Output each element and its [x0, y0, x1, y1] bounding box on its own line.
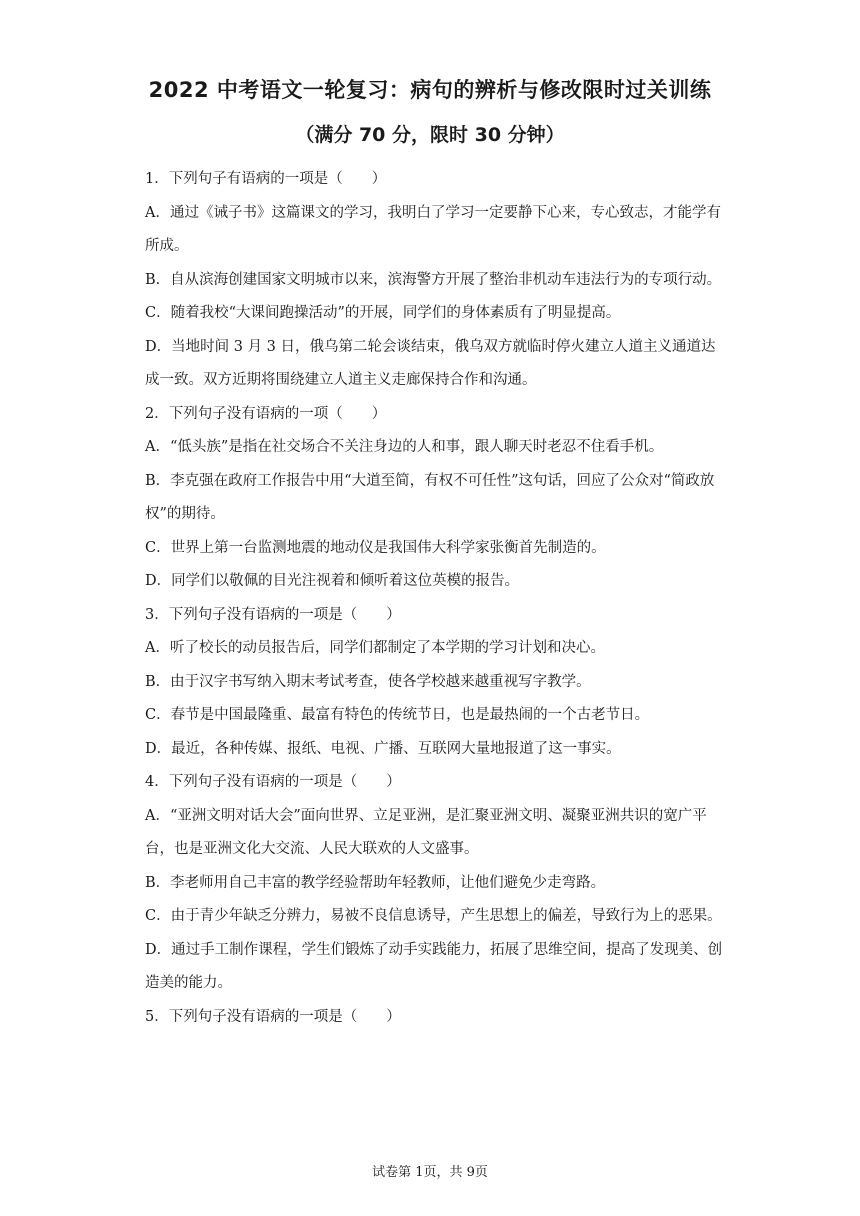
question-1-option-a: A．通过《诫子书》这篇课文的学习，我明白了学习一定要静下心来，专心致志，才能学有所成。: [145, 204, 721, 254]
question-1-option-d: D．当地时间 3 月 3 日，俄乌第二轮会谈结束，俄乌双方就临时停火建立人道主义通道达成一致。双方近期将围绕建立人道主义走廊保持合作和沟通。: [145, 338, 716, 388]
question-1-stem: 1．下列句子有语病的一项是（ ）: [145, 171, 387, 187]
question-3-option-d: D．最近，各种传媒、报纸、电视、广播、互联网大量地报道了这一事实。: [145, 740, 621, 757]
question-4-option-d: D．通过手工制作课程，学生们锻炼了动手实践能力，拓展了思维空间，提高了发现美、创造美的能力。: [145, 941, 723, 991]
question-4-stem: 4．下列句子没有语病的一项是（ ）: [145, 774, 401, 790]
question-4-option-a: A．“亚洲文明对话大会”面向世界、立足亚洲，是汇聚亚洲文明、凝聚亚洲共识的宽广平台，也是亚洲文化大交流、人民大联欢的人文盛事。: [145, 807, 707, 857]
question-3-stem: 3．下列句子没有语病的一项是（ ）: [145, 606, 401, 623]
question-4-option-c: C．由于青少年缺乏分辨力，易被不良信息诱导，产生思想上的偏差，导致行为上的恶果。: [145, 908, 722, 924]
question-1-option-c: C．随着我校“大课间跑操活动”的开展，同学们的身体素质有了明显提高。: [145, 305, 621, 321]
page-footer: 试卷第 1页，共 9页: [372, 1165, 488, 1180]
question-2-option-d: D．同学们以敬佩的目光注视着和倾听着这位英模的报告。: [145, 573, 520, 589]
question-2-option-b: B．李克强在政府工作报告中用“大道至简，有权不可任性”这句话，回应了公众对“简政放权”的期待。: [145, 472, 715, 522]
question-4-option-b: B．李老师用自己丰富的教学经验帮助年轻教师，让他们避免少走弯路。: [145, 874, 606, 891]
question-2-option-a: A．“低头族”是指在社交场合不关注身边的人和事，跟人聊天时老忍不住看手机。: [145, 439, 664, 455]
question-2-stem: 2．下列句子没有语病的一项（ ）: [145, 405, 387, 422]
question-2-option-c: C．世界上第一台监测地震的地动仪是我国伟大科学家张衡首先制造的。: [145, 539, 606, 556]
question-3-option-a: A．听了校长的动员报告后，同学们都制定了本学期的学习计划和决心。: [145, 640, 605, 656]
question-list: [145, 163, 725, 1034]
page-title: 2022 中考语文一轮复习：病句的辨析与修改限时过关训练: [148, 78, 712, 102]
question-3-option-c: C．春节是中国最隆重、最富有特色的传统节日，也是最热闹的一个古老节日。: [145, 707, 650, 723]
question-5-stem: 5．下列句子没有语病的一项是（ ）: [145, 1008, 401, 1025]
question-1-option-b: B．自从滨海创建国家文明城市以来，滨海警方开展了整治非机动车违法行为的专项行动。: [145, 271, 722, 288]
page-subtitle: （满分 70 分，限时 30 分钟）: [295, 124, 565, 146]
question-3-option-b: B．由于汉字书写纳入期末考试考查，使各学校越来越重视写字教学。: [145, 673, 591, 690]
